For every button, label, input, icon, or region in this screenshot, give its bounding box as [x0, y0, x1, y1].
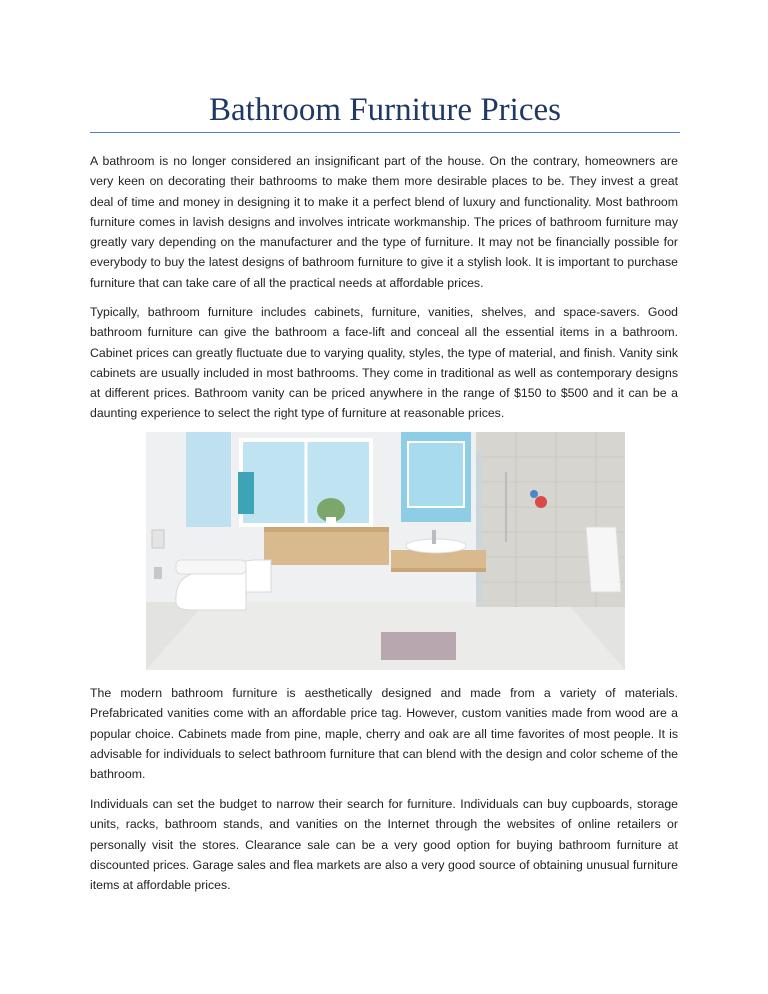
title-underline [90, 132, 680, 133]
paragraph-buying-options: Individuals can set the budget to narrow their search for furniture. Individuals can buy cupboards, storage units, racks, bathroom stands, and vanities on the Internet through the websites of online retailers or personally visit the stores. Clearance sale can be a very good option for buying bathroom furniture at discounted prices. Garage sales and flea markets are also a very good source of obtaining unusual furniture items at affordable prices. [90, 797, 678, 893]
paragraph-intro: A bathroom is no longer considered an insignificant part of the house. On the contrary, homeowners are very keen on decorating their bathrooms to make them more desirable places to be. They invest a great deal of time and money in designing it to make it a perfect blend of luxury and functionality. Most bathroom furniture comes in lavish designs and involves intricate workmanship. The prices of bathroom furniture may greatly vary depending on the manufacturer and the type of furniture. It may not be financially possible for everybody to buy the latest designs of bathroom furniture to give it a stylish look. It is important to purchase furniture that can take care of all the practical needs at affordable prices. [90, 154, 678, 290]
paragraph-furniture-types: Typically, bathroom furniture includes cabinets, furniture, vanities, shelves, and space-savers. Good bathroom furniture can give the bathroom a face-lift and conceal all the essential items in a bathroom. Cabinet prices can greatly fluctuate due to varying quality, styles, the type of material, and finish. Vanity sink cabinets are usually included in most bathrooms. They come in traditional as well as contemporary designs at different prices. Bathroom vanity can be priced anywhere in the range of $150 to $500 and it can be a daunting experience to select the right type of furniture at reasonable prices. [90, 305, 678, 421]
paragraph-materials: The modern bathroom furniture is aesthetically designed and made from a variety of materials. Prefabricated vanities come with an affordable price tag. However, custom vanities made from wood are a popular choice. Cabinets made from pine, maple, cherry and oak are all time favorites of most people. It is advisable for individuals to select bathroom furniture that can blend with the design and color scheme of the bathroom. [90, 686, 678, 782]
bathroom-photo [146, 432, 625, 670]
page-title: Bathroom Furniture Prices [209, 92, 561, 128]
